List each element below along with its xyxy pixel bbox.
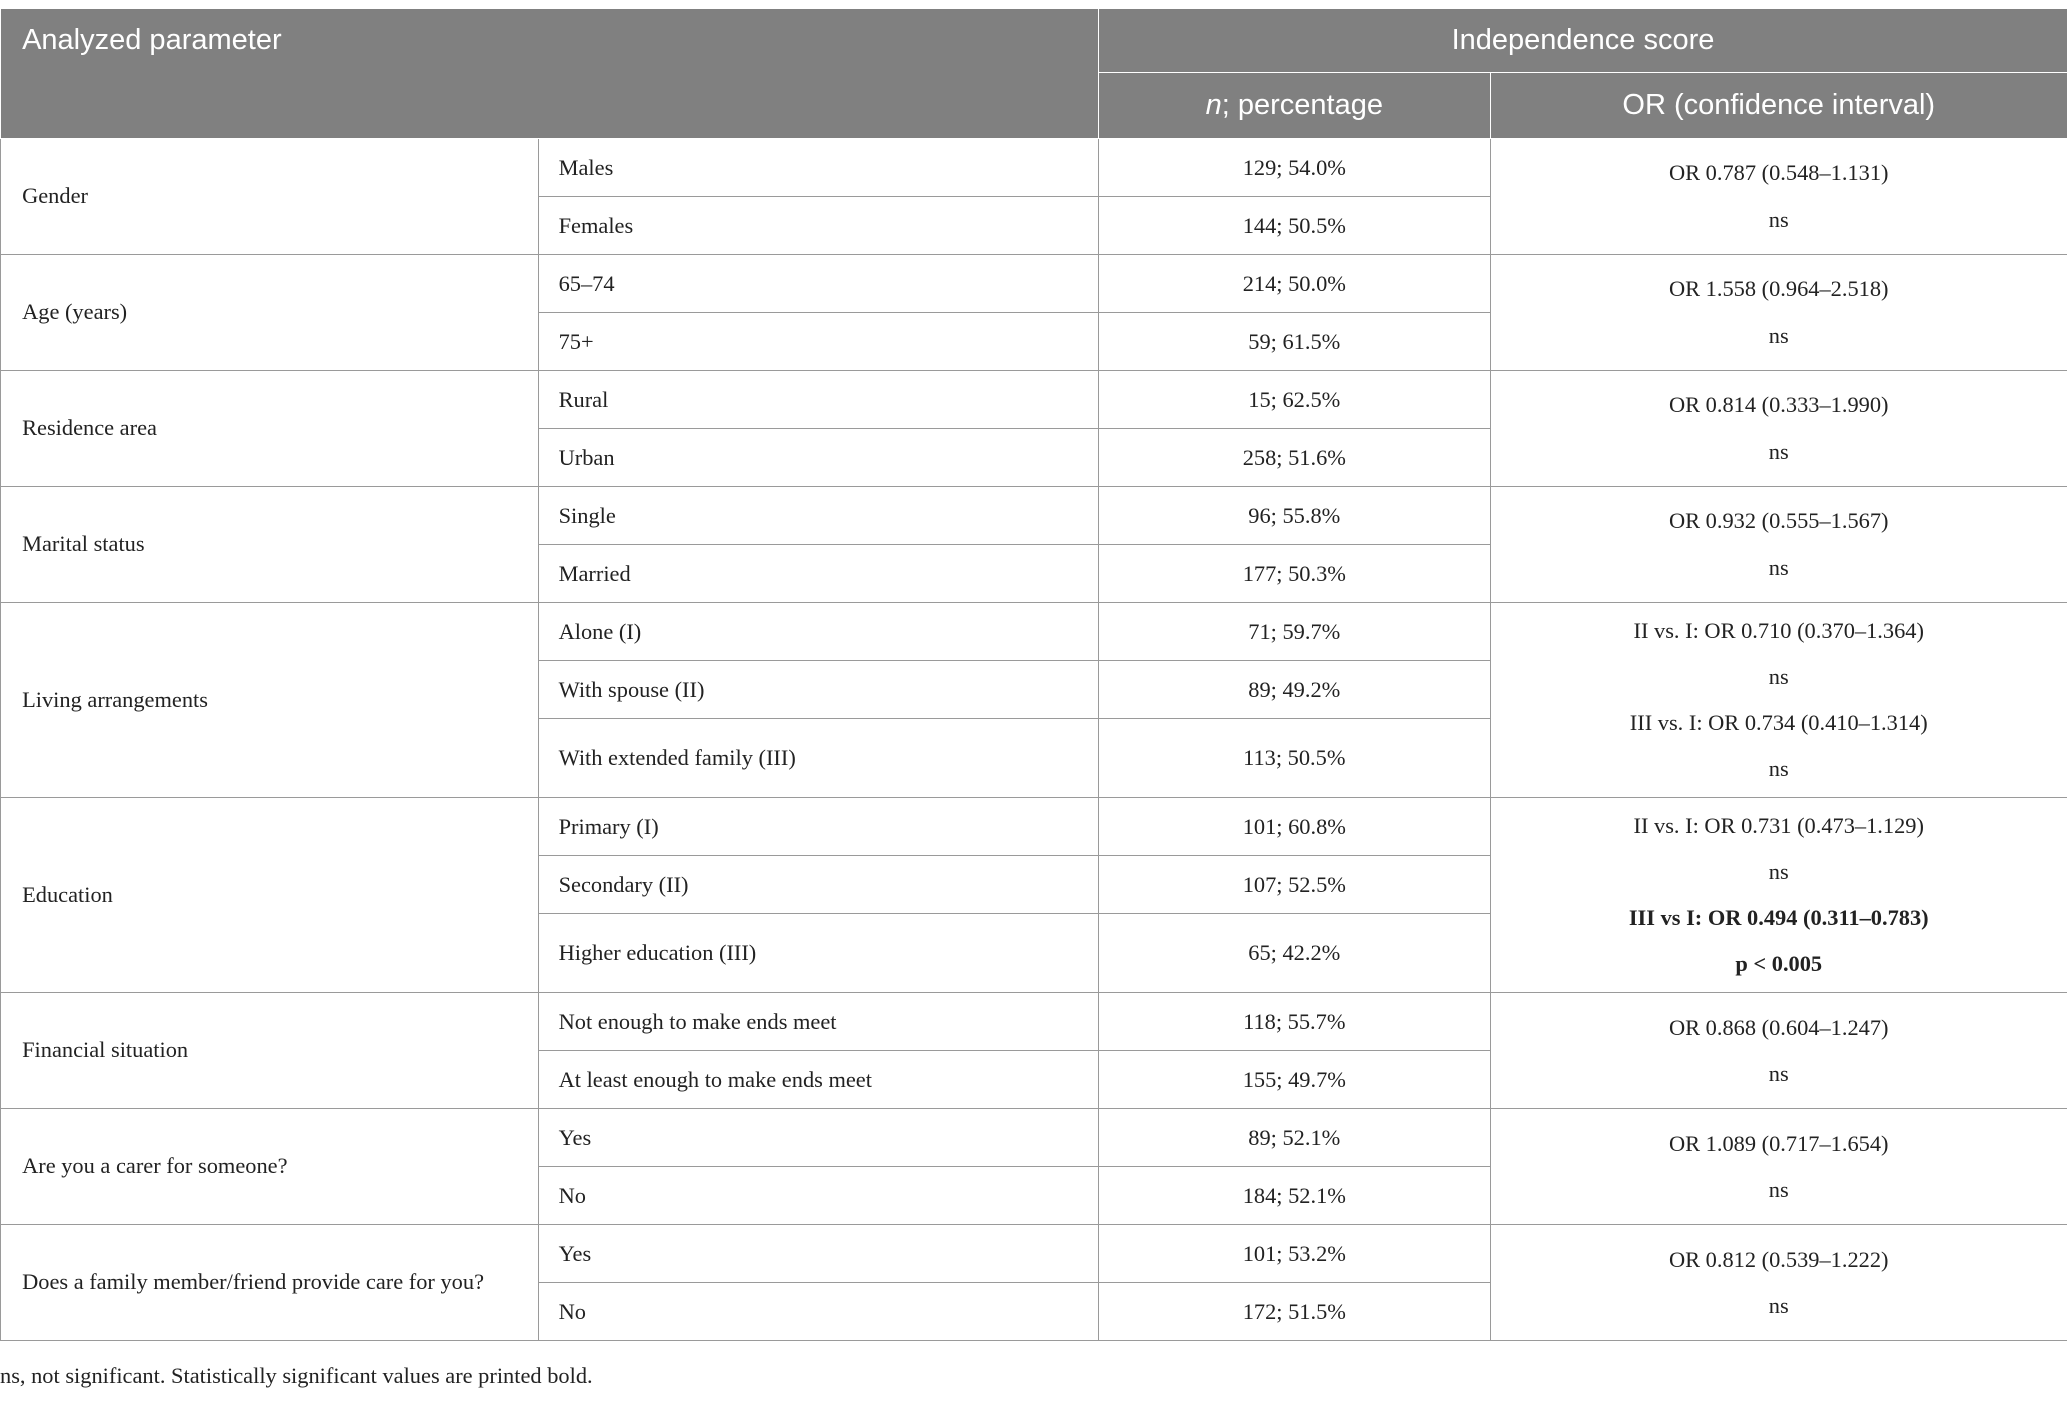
n-percentage-cell: 177; 50.3% <box>1099 545 1491 603</box>
category-cell: Married <box>538 545 1098 603</box>
odds-ratio-line: OR 1.558 (0.964–2.518) <box>1668 276 1889 302</box>
category-cell: Single <box>538 487 1098 545</box>
odds-ratio-line: OR 0.932 (0.555–1.567) <box>1668 508 1889 534</box>
table-row <box>1 1109 2067 1167</box>
category-cell: 65–74 <box>538 255 1098 313</box>
odds-ratio-line: OR 0.868 (0.604–1.247) <box>1668 1014 1889 1040</box>
n-percentage-cell: 89; 49.2% <box>1099 661 1491 719</box>
odds-ratio-line: ns <box>1768 756 1789 782</box>
odds-ratio-line: ns <box>1768 554 1789 580</box>
category-cell: Rural <box>538 371 1098 429</box>
parameter-cell: Living arrangements <box>1 603 539 798</box>
header-or-ci: OR (confidence interval) <box>1490 73 2067 139</box>
odds-ratio-cell <box>1490 993 2067 1109</box>
category-cell: At least enough to make ends meet <box>538 1051 1098 1109</box>
n-percentage-cell: 15; 62.5% <box>1099 371 1491 429</box>
odds-ratio-line: II vs. I: OR 0.731 (0.473–1.129) <box>1633 812 1924 838</box>
category-cell: 75+ <box>538 313 1098 371</box>
category-cell: With spouse (II) <box>538 661 1098 719</box>
odds-ratio-cell <box>1490 603 2067 798</box>
parameter-cell: Age (years) <box>1 255 539 371</box>
parameter-cell: Gender <box>1 139 539 255</box>
n-percentage-cell: 258; 51.6% <box>1099 429 1491 487</box>
odds-ratio-line: ns <box>1768 438 1789 464</box>
n-percentage-cell: 96; 55.8% <box>1099 487 1491 545</box>
n-percentage-cell: 59; 61.5% <box>1099 313 1491 371</box>
n-percentage-cell: 65; 42.2% <box>1099 914 1491 993</box>
odds-ratio-cell <box>1490 1225 2067 1341</box>
n-percentage-cell: 184; 52.1% <box>1099 1167 1491 1225</box>
table-row <box>1 603 2067 661</box>
odds-ratio-cell <box>1490 371 2067 487</box>
odds-ratio-cell <box>1490 487 2067 603</box>
odds-ratio-line: p < 0.005 <box>1735 951 1823 977</box>
odds-ratio-line: OR 0.787 (0.548–1.131) <box>1668 160 1889 186</box>
odds-ratio-cell <box>1490 255 2067 371</box>
parameter-cell: Does a family member/friend provide care for you? <box>1 1225 539 1341</box>
table-row <box>1 371 2067 429</box>
table-row <box>1 798 2067 856</box>
category-cell: Yes <box>538 1109 1098 1167</box>
n-percentage-cell: 71; 59.7% <box>1099 603 1491 661</box>
odds-ratio-line: OR 0.814 (0.333–1.990) <box>1668 392 1889 418</box>
category-cell: Males <box>538 139 1098 197</box>
category-cell: With extended family (III) <box>538 719 1098 798</box>
odds-ratio-line: ns <box>1768 663 1789 689</box>
table-row <box>1 255 2067 313</box>
odds-ratio-cell <box>1490 798 2067 993</box>
category-cell: Females <box>538 197 1098 255</box>
odds-ratio-cell <box>1490 1109 2067 1225</box>
category-cell: Yes <box>538 1225 1098 1283</box>
category-cell: Primary (I) <box>538 798 1098 856</box>
n-percentage-cell: 113; 50.5% <box>1099 719 1491 798</box>
odds-ratio-line: ns <box>1768 1176 1789 1202</box>
n-percentage-cell: 155; 49.7% <box>1099 1051 1491 1109</box>
n-percentage-cell: 101; 53.2% <box>1099 1225 1491 1283</box>
odds-ratio-line: ns <box>1768 1292 1789 1318</box>
odds-ratio-line: ns <box>1768 322 1789 348</box>
n-percentage-cell: 129; 54.0% <box>1099 139 1491 197</box>
header-n-rest: ; percentage <box>1221 89 1383 122</box>
n-percentage-cell: 101; 60.8% <box>1099 798 1491 856</box>
header-n-percentage <box>1099 73 1491 139</box>
odds-ratio-line: II vs. I: OR 0.710 (0.370–1.364) <box>1633 617 1924 643</box>
n-percentage-cell: 214; 50.0% <box>1099 255 1491 313</box>
odds-ratio-line: ns <box>1768 859 1789 885</box>
odds-ratio-line: ns <box>1768 1060 1789 1086</box>
n-percentage-cell: 107; 52.5% <box>1099 856 1491 914</box>
n-percentage-cell: 144; 50.5% <box>1099 197 1491 255</box>
category-cell: Alone (I) <box>538 603 1098 661</box>
header-independence-score: Independence score <box>1099 9 2067 73</box>
category-cell: Higher education (III) <box>538 914 1098 993</box>
category-cell: Not enough to make ends meet <box>538 993 1098 1051</box>
category-cell: No <box>538 1167 1098 1225</box>
table-row <box>1 993 2067 1051</box>
n-percentage-cell: 89; 52.1% <box>1099 1109 1491 1167</box>
n-percentage-cell: 118; 55.7% <box>1099 993 1491 1051</box>
parameter-cell: Are you a carer for someone? <box>1 1109 539 1225</box>
results-table <box>0 9 2067 1341</box>
category-cell: No <box>538 1283 1098 1341</box>
header-n-symbol: n <box>1205 89 1222 122</box>
odds-ratio-line: ns <box>1768 206 1789 232</box>
parameter-cell: Residence area <box>1 371 539 487</box>
odds-ratio-line: OR 0.812 (0.539–1.222) <box>1668 1246 1889 1272</box>
table-row <box>1 139 2067 197</box>
n-percentage-cell: 172; 51.5% <box>1099 1283 1491 1341</box>
odds-ratio-line: III vs. I: OR 0.734 (0.410–1.314) <box>1629 710 1928 736</box>
table-footnote: ns, not significant. Statistically significant values are printed bold. <box>0 1363 593 1389</box>
category-cell: Secondary (II) <box>538 856 1098 914</box>
parameter-cell: Financial situation <box>1 993 539 1109</box>
odds-ratio-cell <box>1490 139 2067 255</box>
odds-ratio-line: III vs I: OR 0.494 (0.311–0.783) <box>1628 905 1929 931</box>
parameter-cell: Education <box>1 798 539 993</box>
parameter-cell: Marital status <box>1 487 539 603</box>
table-row <box>1 487 2067 545</box>
table-row <box>1 1225 2067 1283</box>
table-body <box>1 139 2067 1341</box>
category-cell: Urban <box>538 429 1098 487</box>
header-analyzed-parameter: Analyzed parameter <box>1 9 1099 138</box>
odds-ratio-line: OR 1.089 (0.717–1.654) <box>1668 1130 1889 1156</box>
